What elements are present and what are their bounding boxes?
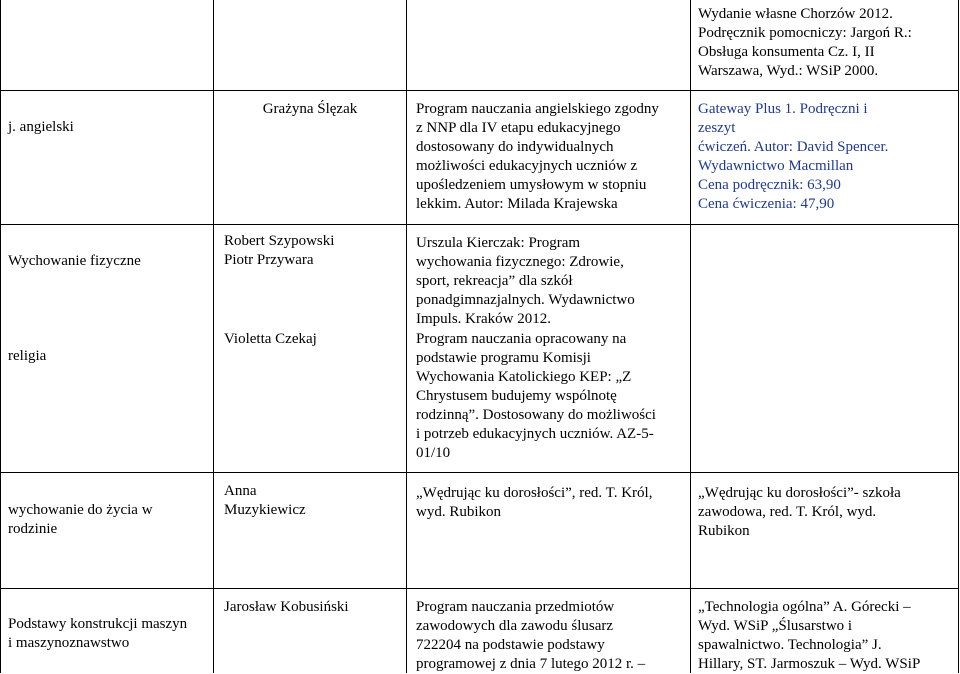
textbook-cell: „Technologia ogólna” A. Górecki – Wyd. WSiP „Ślusarstwo i spawalnictwo. Technologia” J. Hillary, ST. Jarmoszuk – Wyd. WSiP <box>698 599 921 672</box>
column-divider <box>406 0 407 673</box>
row-divider <box>0 224 959 225</box>
textbook-cell: Gateway Plus 1. Podręczni i zeszyt ćwiczeń. Autor: David Spencer. Wydawnictwo Macmillan <box>698 101 889 174</box>
teacher-cell: Anna Muzykiewicz <box>224 483 306 518</box>
price-cell: Cena podręcznik: 63,90 Cena ćwiczenia: 47,90 <box>698 177 841 212</box>
program-cell: „Wędrując ku dorosłości”, red. T. Król, wyd. Rubikon <box>416 485 653 520</box>
row-divider <box>0 588 959 589</box>
program-cell: Program nauczania opracowany na podstawie programu Komisji Wychowania Katolickiego KEP: „Z Chrystusem budujemy wspólnotę rodzinną”. Dostosowany do możliwości i potrzeb edukacyjnych uczniów. AZ-5- 01/10 <box>416 331 656 461</box>
row-divider <box>0 90 959 91</box>
table-border <box>958 0 959 673</box>
subject-cell: Wychowanie fizyczne <box>8 253 141 269</box>
subject-cell: wychowanie do życia w rodzinie <box>8 502 153 537</box>
row-divider <box>0 472 959 473</box>
teacher-cell: Grażyna Ślęzak <box>262 101 358 117</box>
teacher-cell: Robert Szypowski Piotr Przywara <box>224 233 335 268</box>
teacher-cell: Violetta Czekaj <box>224 331 317 347</box>
textbook-cell: „Wędrując ku dorosłości”- szkoła zawodowa, red. T. Król, wyd. Rubikon <box>698 485 901 539</box>
table-cell: Wydanie własne Chorzów 2012. Podręcznik pomocniczy: Jargoń R.: Obsługa konsumenta Cz. I, II Warszawa, Wyd.: WSiP 2000. <box>698 6 912 79</box>
subject-cell: Podstawy konstrukcji maszyn i maszynoznawstwo <box>8 616 188 651</box>
subject-cell: j. angielski <box>8 119 74 135</box>
subject-cell: religia <box>8 348 47 364</box>
table-border <box>0 0 1 673</box>
program-cell: Program nauczania angielskiego zgodny z NNP dla IV etapu edukacyjnego dostosowany do indywidualnych możliwości edukacyjnych uczniów z upośledzeniem umysłowym w stopniu lekkim. Autor: Milada Krajewska <box>416 101 659 212</box>
program-cell: Urszula Kierczak: Program wychowania fizycznego: Zdrowie, sport, rekreacja” dla szkół ponadgimnazjalnych. Wydawnictwo Impuls. Kraków 2012. <box>416 235 635 327</box>
teacher-cell: Jarosław Kobusiński <box>224 599 349 615</box>
program-cell: Program nauczania przedmiotów zawodowych dla zawodu ślusarz 722204 na podstawie podstawy programowej z dnia 7 lutego 2012 r. – <box>416 599 646 672</box>
